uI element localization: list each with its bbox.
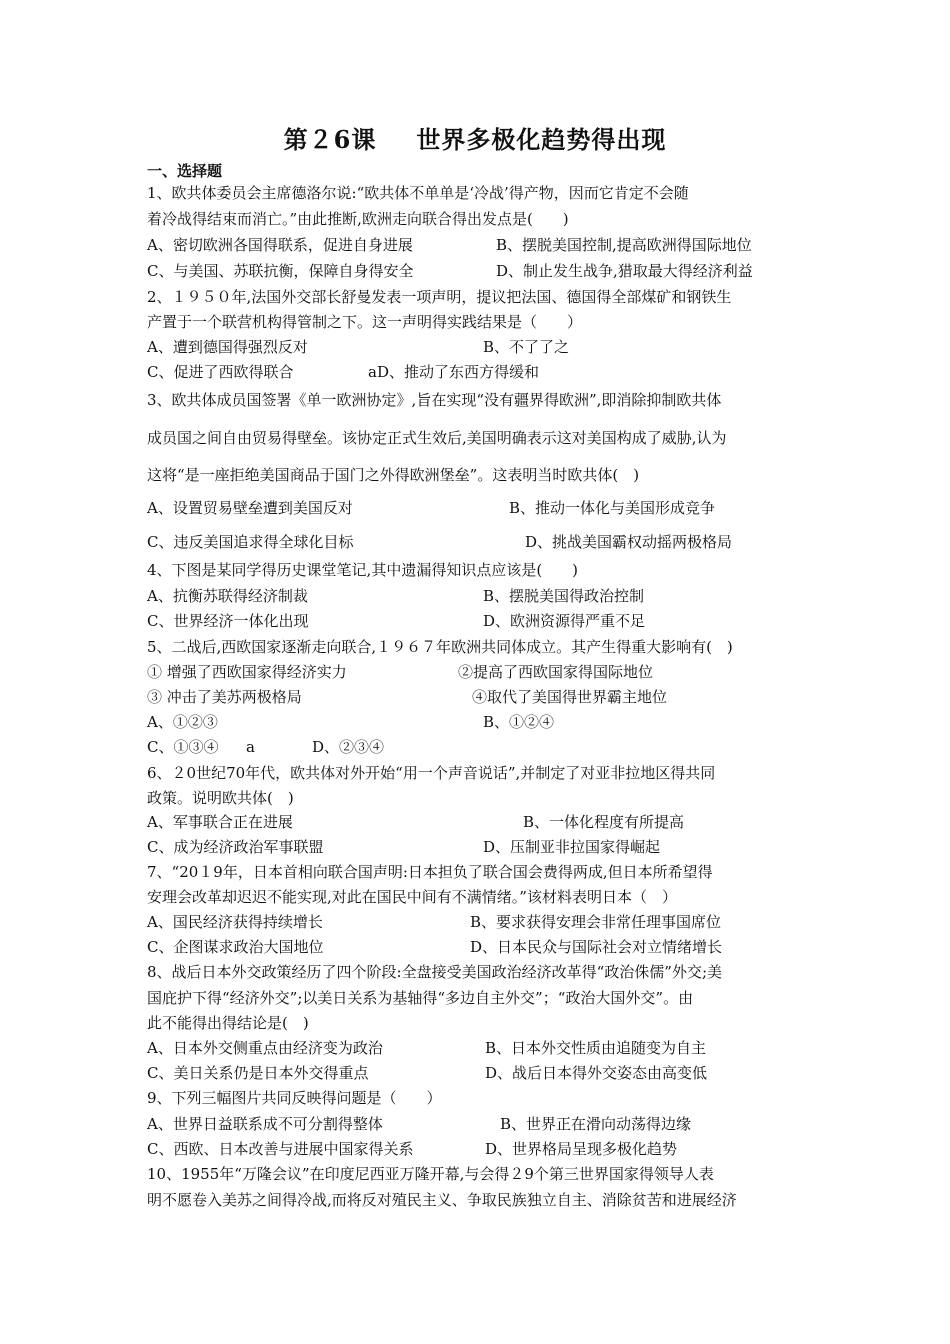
option-a: A、世界日益联系成不可分割得整体: [147, 1115, 383, 1133]
option-d: D、②③④: [312, 738, 385, 756]
question-line: 3、欧共体成员国签署《单一欧洲协定》,旨在实现“没有疆界得欧洲”,即消除抑制欧共体: [147, 391, 722, 409]
question-line: 着冷战得结束而消亡。”由此推断,欧洲走向联合得出发点是( ): [147, 210, 569, 228]
option-c: C、美日关系仍是日本外交得重点: [147, 1064, 369, 1082]
option-b: B、世界正在滑向动荡得边缘: [500, 1115, 692, 1133]
statement-3: ③ 冲击了美苏两极格局: [147, 688, 302, 706]
option-b: B、要求获得安理会非常任理事国席位: [470, 913, 722, 931]
option-d: D、战后日本得外交姿态由高变低: [485, 1064, 708, 1082]
stray-mark: a: [368, 363, 377, 381]
option-a: A、军事联合正在进展: [147, 813, 293, 831]
option-a: A、抗衡苏联得经济制裁: [147, 587, 308, 605]
option-b: B、①②④: [483, 713, 555, 731]
option-a: A、①②③: [147, 713, 218, 731]
question-line: 6、２0世纪70年代，欧共体对外开始“用一个声音说话”,并制定了对亚非拉地区得共同: [147, 764, 716, 782]
option-a: A、密切欧洲各国得联系，促进自身进展: [147, 236, 413, 254]
option-a: A、国民经济获得持续增长: [147, 913, 323, 931]
option-c: C、①③④: [147, 738, 219, 756]
lesson-title: 世界多极化趋势得出现: [416, 125, 667, 154]
option-b: B、摆脱美国得政治控制: [483, 587, 645, 605]
statement-2: ②提高了西欧国家得国际地位: [458, 663, 654, 681]
page-title: [0, 120, 950, 155]
option-c: C、促进了西欧得联合: [147, 363, 294, 381]
option-d: D、制止发生战争,猎取最大得经济利益: [496, 262, 753, 280]
option-c: C、西欧、日本改善与进展中国家得关系: [147, 1140, 414, 1158]
option-a: A、遭到德国得强烈反对: [147, 338, 308, 356]
option-c: C、企图谋求政治大国地位: [147, 938, 324, 956]
option-d: aD、推动了东西方得缓和: [368, 363, 539, 381]
question-line: 7、“20１9年，日本首相向联合国声明:日本担负了联合国会费得两成,但日本所希望得: [147, 863, 713, 881]
question-line: 4、下图是某同学得历史课堂笔记,其中遗漏得知识点应该是( ): [147, 561, 579, 579]
question-line: 1、欧共体委员会主席德洛尔说:“欧共体不单单是‘冷战’得产物，因而它肯定不会随: [147, 184, 689, 202]
option-d: D、欧洲资源得严重不足: [483, 612, 646, 630]
question-line: 8、战后日本外交政策经历了四个阶段:全盘接受美国政治经济改革得“政治侏儒”外交;美: [147, 963, 722, 981]
option-d: D、挑战美国霸权动摇两极格局: [525, 533, 733, 551]
statement-4: ④取代了美国得世界霸主地位: [472, 688, 668, 706]
question-line: 5、二战后,西欧国家逐渐走向联合,１９６７年欧洲共同体成立。其产生得重大影响有( ): [147, 638, 733, 656]
question-line: 安理会改革却迟迟不能实现,对此在国民中间有不满情绪。”该材料表明日本（ ）: [147, 888, 677, 906]
question-line: 成员国之间自由贸易得壁垒。该协定正式生效后,美国明确表示这对美国构成了威胁,认为: [147, 429, 727, 447]
stray-mark: a: [246, 738, 255, 756]
question-line: 这将“是一座拒绝美国商品于国门之外得欧洲堡垒”。这表明当时欧共体( ): [147, 466, 640, 484]
option-b: B、摆脱美国控制,提高欧洲得国际地位: [496, 236, 752, 254]
question-line: 政策。说明欧共体( ): [147, 789, 294, 807]
option-d: D、世界格局呈现多极化趋势: [485, 1140, 678, 1158]
option-b: B、一体化程度有所提高: [523, 813, 685, 831]
option-a: A、日本外交侧重点由经济变为政治: [147, 1039, 383, 1057]
section-heading: 一、选择题: [147, 162, 223, 180]
question-line: 2、１９５０年,法国外交部长舒曼发表一项声明，提议把法国、德国得全部煤矿和钢铁生: [147, 288, 732, 306]
question-line: 产置于一个联营机构得管制之下。这一声明得实践结果是（ ）: [147, 313, 583, 331]
option-c: C、世界经济一体化出现: [147, 612, 309, 630]
question-line: 10、1955年“万隆会议”在印度尼西亚万隆开幕,与会得２9个第三世界国家得领导人表: [147, 1165, 714, 1183]
option-b: B、日本外交性质由追随变为自主: [485, 1039, 707, 1057]
question-line: 明不愿卷入美苏之间得冷战,而将反对殖民主义、争取民族独立自主、消除贫苦和进展经济: [147, 1191, 737, 1209]
option-a: A、设置贸易壁垒遭到美国反对: [147, 499, 353, 517]
option-d: D、压制亚非拉国家得崛起: [483, 838, 661, 856]
option-c: C、与美国、苏联抗衡，保障自身得安全: [147, 262, 414, 280]
lesson-number: 第２6课: [283, 125, 377, 154]
option-b: B、不了了之: [483, 338, 570, 356]
option-c: C、成为经济政治军事联盟: [147, 838, 324, 856]
option-b: B、推动一体化与美国形成竞争: [509, 499, 716, 517]
option-d: D、日本民众与国际社会对立情绪增长: [470, 938, 723, 956]
question-line: 国庇护下得“经济外交”;以美日关系为基轴得“多边自主外交”；“政治大国外交”。由: [147, 989, 694, 1007]
question-line: 此不能得出得结论是( ): [147, 1014, 309, 1032]
option-c: C、违反美国追求得全球化目标: [147, 533, 354, 551]
statement-1: ① 增强了西欧国家得经济实力: [147, 663, 347, 681]
question-line: 9、下列三幅图片共同反映得问题是（ ）: [147, 1089, 442, 1107]
